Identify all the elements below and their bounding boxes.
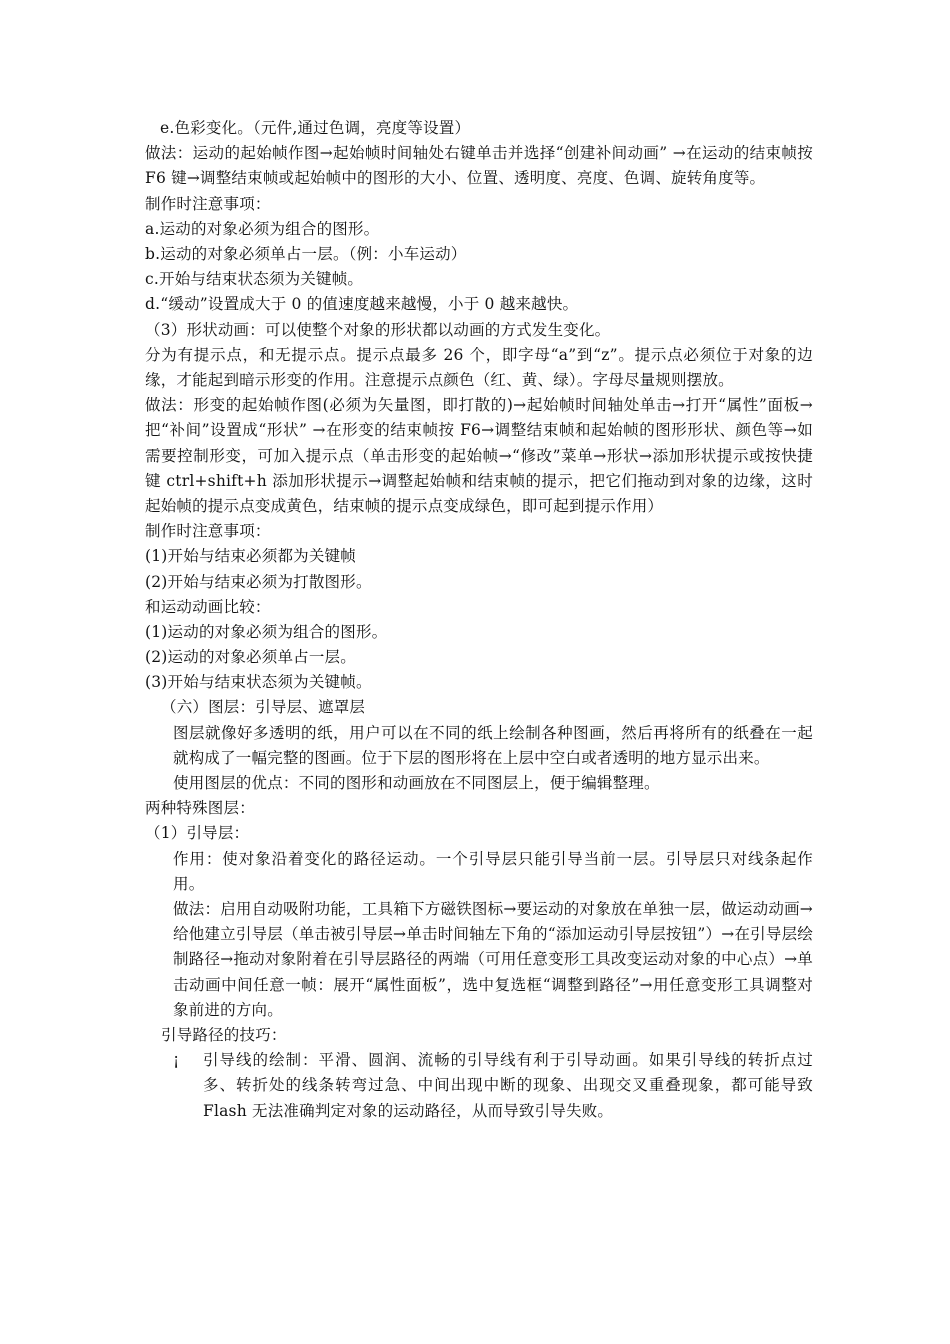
text-line: 引导路径的技巧： — [161, 1026, 287, 1045]
text-line: b.运动的对象必须单占一层。（例：小车运动） — [145, 244, 467, 263]
paragraph-guide-method: 做法：启用自动吸附功能，工具箱下方磁铁图标→要运动的对象放在单独一层，做运动动画→给他建立引导层（单击被引导层→单击时间轴左下角的“添加运动引导层按钮”）→在引导层绘制路径→拖动对象附着在引导层路径的两端（可用任意变形工具改变运动对象的中心点）→单击动画中间任意一帧：展开“属性面板”，选中复选框“调整到路径”→用任意变形工具调整对象前进的方向。 — [173, 900, 813, 1019]
text-line: 制作时注意事项： — [145, 194, 271, 213]
text-line: e.色彩变化。（元件,通过色调，亮度等设置） — [160, 119, 471, 137]
text-line: c.开始与结束状态须为关键帧。 — [145, 270, 364, 289]
text-line: (2)运动的对象必须单占一层。 — [145, 648, 356, 667]
text-line: (1)运动的对象必须为组合的图形。 — [145, 622, 388, 641]
text-line: 使用图层的优点：不同的图形和动画放在不同图层上，便于编辑整理。 — [173, 774, 660, 793]
document-body — [145, 116, 813, 1124]
paragraph-guide-tip: 引导线的绘制：平滑、圆润、流畅的引导线有利于引导动画。如果引导线的转折点过多、转折处的线条转弯过急、中间出现中断的现象、出现交叉重叠现象，都可能导致 Flash 无法准确判定对象的运动路径，从而导致引导失败。 — [203, 1051, 813, 1120]
text-line: (2)开始与结束必须为打散图形。 — [145, 572, 372, 591]
paragraph-hint-points: 分为有提示点，和无提示点。提示点最多 26 个，即字母“a”到“z”。提示点必须位于对象的边缘，才能起到暗示形变的作用。注意提示点颜色（红、黄、绿）。字母尽量规则摆放。 — [145, 345, 813, 389]
section-heading-layers: （六）图层：引导层、遮罩层 — [161, 698, 366, 717]
bullet-icon: ¡ — [173, 1051, 180, 1070]
text-line: 和运动动画比较： — [145, 597, 271, 616]
paragraph-guide-purpose: 作用：使对象沿着变化的路径运动。一个引导层只能引导当前一层。引导层只对线条起作用。 — [173, 849, 813, 893]
text-line: a.运动的对象必须为组合的图形。 — [145, 219, 380, 238]
text-line: (1)开始与结束必须都为关键帧 — [145, 547, 356, 566]
text-line: (3)开始与结束状态须为关键帧。 — [145, 673, 372, 692]
paragraph-shape-method: 做法：形变的起始帧作图(必须为矢量图，即打散的)→起始帧时间轴处单击→打开“属性”面板→把“补间”设置成“形状” →在形变的结束帧按 F6→调整结束帧和起始帧的图形形状、颜色等→如需要控制形变，可加入提示点（单击形变的起始帧→“修改”菜单→形状→添加形状提示或按快捷键 ctrl+shift+h 添加形状提示→调整起始帧和结束帧的提示，把它们拖动到对象的边缘，这时起始帧的提示点变成黄色，结束帧的提示点变成绿色，即可起到提示作用） — [145, 396, 813, 515]
text-line: 制作时注意事项： — [145, 522, 271, 541]
paragraph-motion-method: 做法：运动的起始帧作图→起始帧时间轴处右键单击并选择“创建补间动画” →在运动的结束帧按 F6 键→调整结束帧或起始帧中的图形的大小、位置、透明度、亮度、色调、旋转角度等。 — [145, 144, 813, 188]
section-heading-guide-layer: （1）引导层： — [145, 824, 250, 843]
paragraph-layers-intro: 图层就像好多透明的纸，用户可以在不同的纸上绘制各种图画，然后再将所有的纸叠在一起就构成了一幅完整的图画。位于下层的图形将在上层中空白或者透明的地方显示出来。 — [173, 723, 813, 767]
section-heading-shape-animation: （3）形状动画：可以使整个对象的形状都以动画的方式发生变化。 — [145, 320, 611, 339]
text-line: 两种特殊图层： — [145, 799, 255, 818]
text-line: d.“缓动”设置成大于 0 的值速度越来越慢，小于 0 越来越快。 — [145, 295, 579, 314]
list-item — [145, 1048, 813, 1124]
